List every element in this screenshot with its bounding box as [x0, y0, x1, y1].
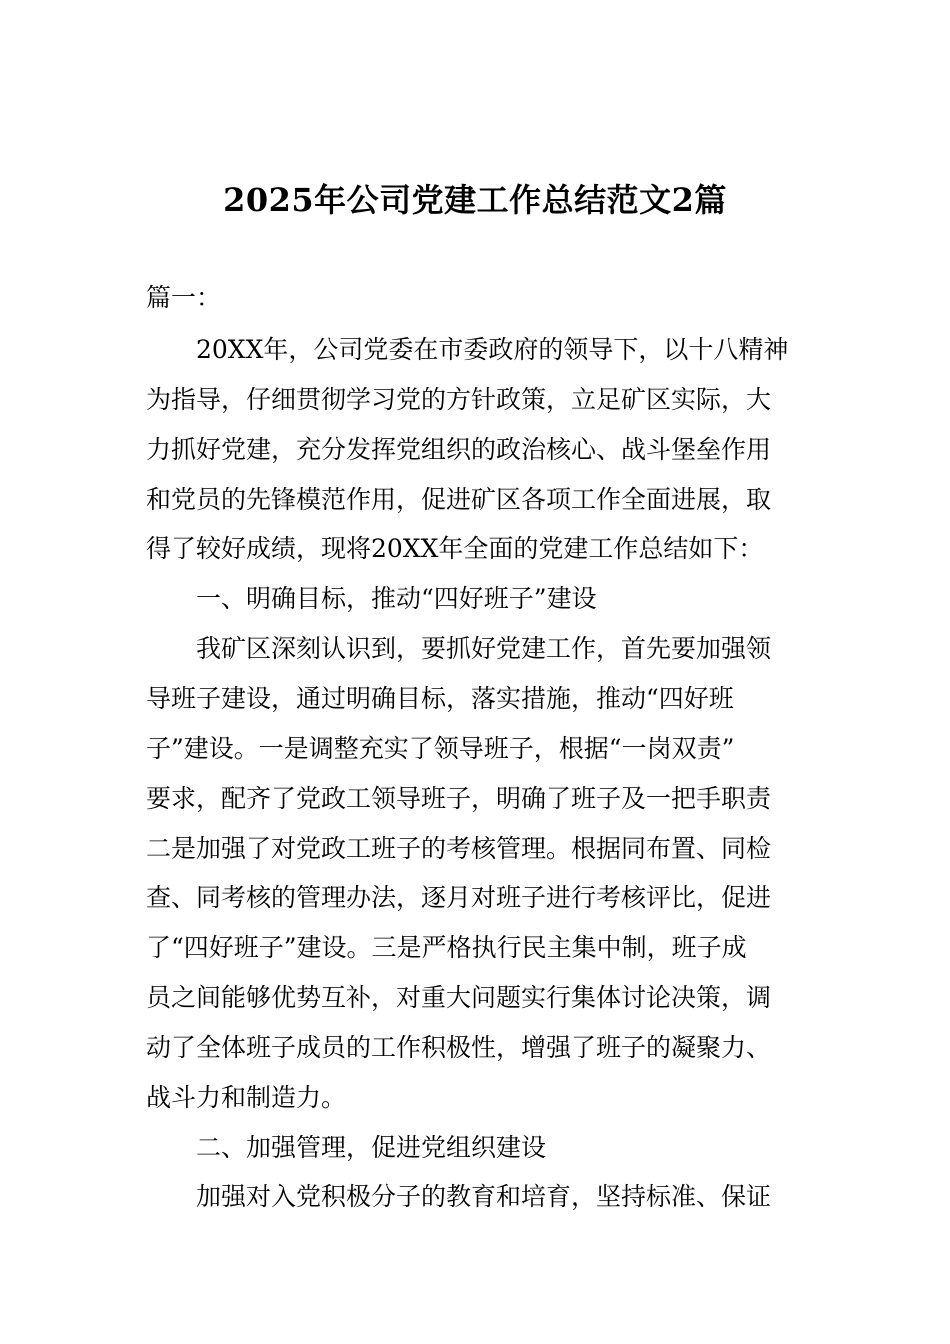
paragraph-line: 力抓好党建，充分发挥党组织的政治核心、战斗堡垒作用 — [146, 435, 772, 464]
paragraph-line: 查、同考核的管理办法，逐月对班子进行考核评比，促进 — [146, 883, 772, 912]
paragraph-line: 20XX年，公司党委在市委政府的领导下，以十八精神 — [196, 335, 789, 364]
paragraph-line: 动了全体班子成员的工作积极性，增强了班子的凝聚力、 — [146, 1033, 772, 1062]
paragraph-line: 为指导，仔细贯彻学习党的方针政策，立足矿区实际，大 — [146, 385, 772, 414]
paragraph-line: 加强对入党积极分子的教育和培育，坚持标准、保证 — [196, 1182, 772, 1211]
paragraph-line: 子”建设。一是调整充实了领导班子，根据“一岗双责” — [146, 734, 735, 763]
section-label: 篇一： — [146, 283, 222, 312]
paragraph-line: 导班子建设，通过明确目标，落实措施，推动“四好班 — [146, 684, 734, 713]
paragraph-line: 二是加强了对党政工班子的考核管理。根据同布置、同检 — [146, 834, 772, 863]
paragraph-line: 了“四好班子”建设。三是严格执行民主集中制，班子成 — [146, 933, 747, 962]
section-heading: 二、加强管理，促进党组织建设 — [196, 1133, 547, 1162]
paragraph-line: 和党员的先锋模范作用，促进矿区各项工作全面进展，取 — [146, 485, 772, 514]
paragraph-line: 我矿区深刻认识到，要抓好党建工作，首先要加强领 — [196, 634, 772, 663]
paragraph-line: 员之间能够优势互补，对重大问题实行集体讨论决策，调 — [146, 983, 772, 1012]
paragraph-line: 要求，配齐了党政工领导班子，明确了班子及一把手职责 — [146, 784, 772, 813]
document-title: 2025年公司党建工作总结范文2篇 — [223, 181, 727, 219]
paragraph-line: 得了较好成绩，现将20XX年全面的党建工作总结如下： — [146, 534, 764, 563]
section-heading: 一、明确目标，推动“四好班子”建设 — [196, 584, 597, 613]
paragraph-line: 战斗力和制造力。 — [146, 1083, 347, 1112]
